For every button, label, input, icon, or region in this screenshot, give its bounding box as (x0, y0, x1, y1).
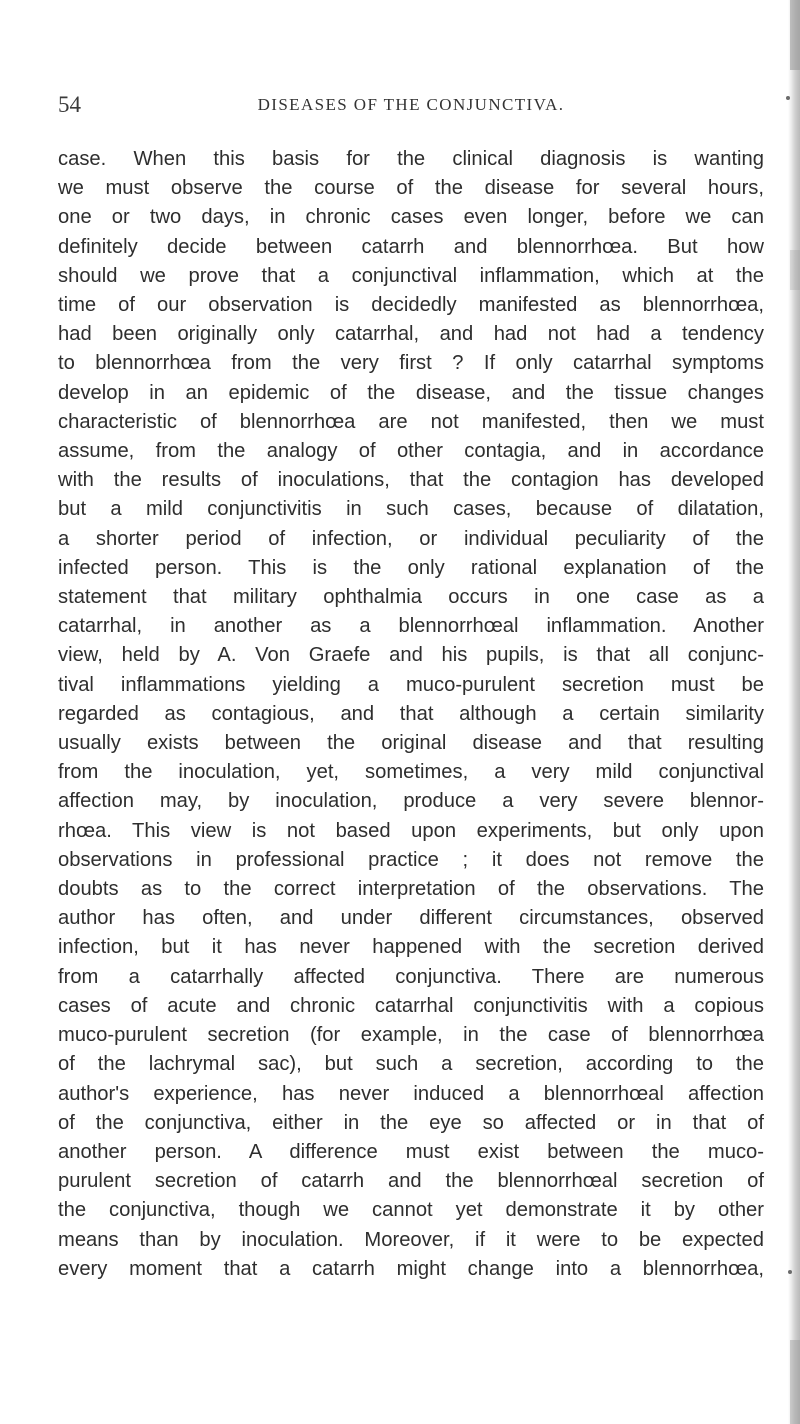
text-line: author's experience, has never induced a blennorrhœal affection (58, 1082, 764, 1105)
page-edge-mark (790, 1340, 800, 1424)
text-line: from a catarrhally affected conjunctiva. There are numerous (58, 965, 764, 988)
page-header (58, 92, 764, 122)
text-line: rhœa. This view is not based upon experiments, but only upon (58, 819, 764, 842)
text-line: catarrhal, in another as a blennorrhœal inflammation. Another (58, 615, 764, 638)
text-line: infection, but it has never happened with the secretion derived (58, 936, 764, 959)
ink-speck (786, 96, 790, 100)
text-line: regarded as contagious, and that although a certain similarity (58, 702, 764, 725)
text-line: develop in an epidemic of the disease, and the tissue changes (58, 381, 764, 404)
text-line: statement that military ophthalmia occurs in one case as a (58, 586, 764, 609)
page-edge-mark (790, 0, 800, 70)
text-line: usually exists between the original disease and that resulting (58, 732, 764, 755)
text-line: of the conjunctiva, either in the eye so affected or in that of (58, 1111, 764, 1134)
running-head: DISEASES OF THE CONJUNCTIVA. (257, 95, 565, 114)
page-edge-shadow (788, 0, 800, 1424)
text-line: case. When this basis for the clinical diagnosis is wanting (58, 148, 764, 170)
text-line: infected person. This is the only rational explanation of the (58, 556, 764, 579)
text-line: we must observe the course of the disease for several hours, (58, 177, 764, 200)
text-line: to blennorrhœa from the very first ? If only catarrhal symptoms (58, 352, 764, 375)
body-text (58, 145, 764, 1284)
text-line: cases of acute and chronic catarrhal conjunctivitis with a copious (58, 994, 764, 1017)
text-line: means than by inoculation. Moreover, if it were to be expected (58, 1228, 764, 1251)
text-line: but a mild conjunctivitis in such cases, because of dilatation, (58, 498, 764, 521)
text-line: with the results of inoculations, that the contagion has developed (58, 469, 764, 492)
text-line: had been originally only catarrhal, and had not had a tendency (58, 323, 764, 346)
text-line: muco-purulent secretion (for example, in the case of blennorrhœa (58, 1024, 764, 1047)
text-line: from the inoculation, yet, sometimes, a very mild conjunctival (58, 761, 764, 784)
text-line: tival inflammations yielding a muco-purulent secretion must be (58, 673, 764, 696)
text-line: every moment that a catarrh might change into a blennorrhœa, (58, 1257, 764, 1280)
text-line: a shorter period of infection, or individual peculiarity of the (58, 527, 764, 550)
text-line: observations in professional practice ; it does not remove the (58, 848, 764, 871)
text-line: purulent secretion of catarrh and the blennorrhœal secretion of (58, 1170, 764, 1193)
text-line: view, held by A. Von Graefe and his pupils, is that all conjunc- (58, 644, 764, 667)
page-number: 54 (58, 92, 81, 117)
text-line: doubts as to the correct interpretation of the observations. The (58, 878, 764, 901)
page-edge-mark (790, 250, 800, 290)
text-line: the conjunctiva, though we cannot yet demonstrate it by other (58, 1199, 764, 1222)
text-line: should we prove that a conjunctival inflammation, which at the (58, 264, 764, 287)
text-line: of the lachrymal sac), but such a secretion, according to the (58, 1053, 764, 1076)
text-line: assume, from the analogy of other contagia, and in accordance (58, 440, 764, 463)
text-line: definitely decide between catarrh and blennorrhœa. But how (58, 235, 764, 258)
text-line: time of our observation is decidedly manifested as blennorrhœa, (58, 294, 764, 317)
text-line: author has often, and under different circumstances, observed (58, 907, 764, 930)
text-line: another person. A difference must exist between the muco- (58, 1140, 764, 1163)
text-line: affection may, by inoculation, produce a very severe blennor- (58, 790, 764, 813)
text-line: one or two days, in chronic cases even longer, before we can (58, 206, 764, 229)
ink-speck (788, 1270, 792, 1274)
text-line: characteristic of blennorrhœa are not manifested, then we must (58, 410, 764, 433)
